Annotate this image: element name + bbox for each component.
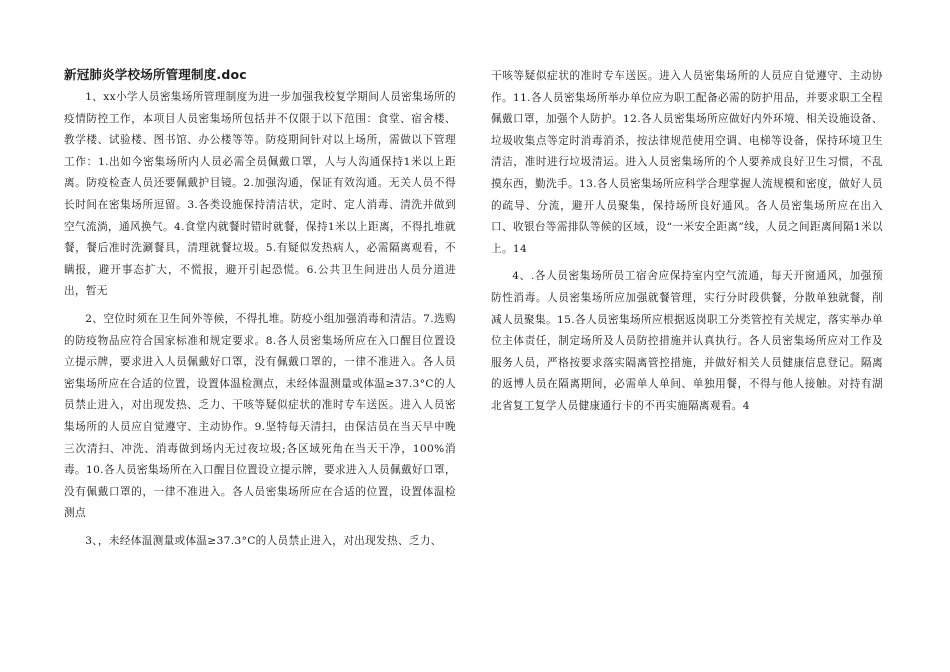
paragraph-2: 2、空位时须在卫生间外等候，不得扎堆。防疫小组加强消毒和清洁。7.选购的防疫物品应符合国家标准和规定要求。8.各人员密集场所应在入口醒目位置设立提示牌，要求进入人员佩戴好口罩，没有佩戴口罩的，一律不准进入。各人员密集场所应在合适的位置，设置体温检测点，未经体温测量或体温≥37.3°C的人员禁止进入，对出现发热、乏力、干咳等疑似症状的准时专车送医。进入人员密集场所的人员应自觉遵守、主动协作。9.坚特每天清扫，由保洁员在当天早中晚三次清扫、冲洗、消毒做到场内无过夜垃圾;各区域死角在当天干净，100%消毒。10.各人员密集场所在入口醒目位置设立提示牌，要求进入人员佩戴好口罩，没有佩戴口罩的，一律不准进入。各人员密集场所应在合适的位置，设置体温检测点: [64, 312, 456, 520]
paragraph-3-continued: 干咳等疑似症状的准时专车送医。进入人员密集场所的人员应自觉遵守、主动协作。11.各人员密集场所举办单位应为职工配备必需的防护用品，并要求职工全程佩戴口罩，加强个人防护。12.各人员密集场所应做好内外环境、相关设施设备、垃圾收集点等定时消毒消杀，按法律规范使用空调、电梯等设备，保持环境卫生清洁，准时进行垃圾清运。进入人员密集场所的个人要养成良好卫生习惯，不乱摸东西，勤洗手。13.各人员密集场所应科学合理掌握人流规模和密度，做好人员的疏导、分流，避开人员聚集，保持场所良好通风。各人员密集场所应在出入口、收银台等需排队等候的区域，设“一米安全距离”线，人员之间距离间隔1米以上。14: [491, 70, 883, 255]
document-title: 新冠肺炎学校场所管理制度.doc: [64, 67, 247, 82]
left-column: [64, 66, 456, 558]
right-column: [491, 66, 883, 424]
paragraph-3: 3、，未经体温测量或体温≥37.3°C的人员禁止进入，对出现发热、乏力、: [85, 534, 442, 547]
paragraph-1: 1、xx小学人员密集场所管理制度为进一步加强我校复学期间人员密集场所的疫情防控工作，本项目人员密集场所包括并不仅限于以下范围：食堂、宿舍楼、教学楼、试验楼、图书馆、办公楼等等。防疫期间针对以上场所，需做以下管理工作：1.出如今密集场所内人员必需全员佩戴口罩，人与人沟通保持1米以上距离。防疫检查人员还要佩戴护目镜。2.加强沟通，保证有效沟通。无关人员不得长时间在密集场所逗留。3.各类设施保持清洁状，定时、定人消毒、清洗并做到空气流淌，通风换气。4.食堂内就餐时错时就餐，保持1米以上距离，不得扎堆就餐，餐后准时洗涮餐具，清理就餐垃圾。5.有疑似发热病人，必需隔离观看，不瞒报，避开事态扩大，不慌报，避开引起恐慌。6.公共卫生间进出人员分道进出，暂无: [64, 91, 456, 298]
paragraph-4: 4、.各人员密集场所员工宿舍应保持室内空气流通，每天开窗通风，加强预防性消毒。人员密集场所应加强就餐管理，实行分时段供餐，分散单独就餐，削减人员聚集。15.各人员密集场所应根据返岗职工分类管控有关规定，落实举办单位主体责任，制定场所及人员防控措施并认真执行。各人员密集场所应对工作及服务人员，严格按要求落实隔离管控措施，并做好相关人员健康信息登记。隔离的返博人员在隔离期间，必需单人单间、单独用餐，不得与他人接触。对持有湖北省复工复学人员健康通行卡的不再实施隔离观看。4: [491, 270, 883, 412]
